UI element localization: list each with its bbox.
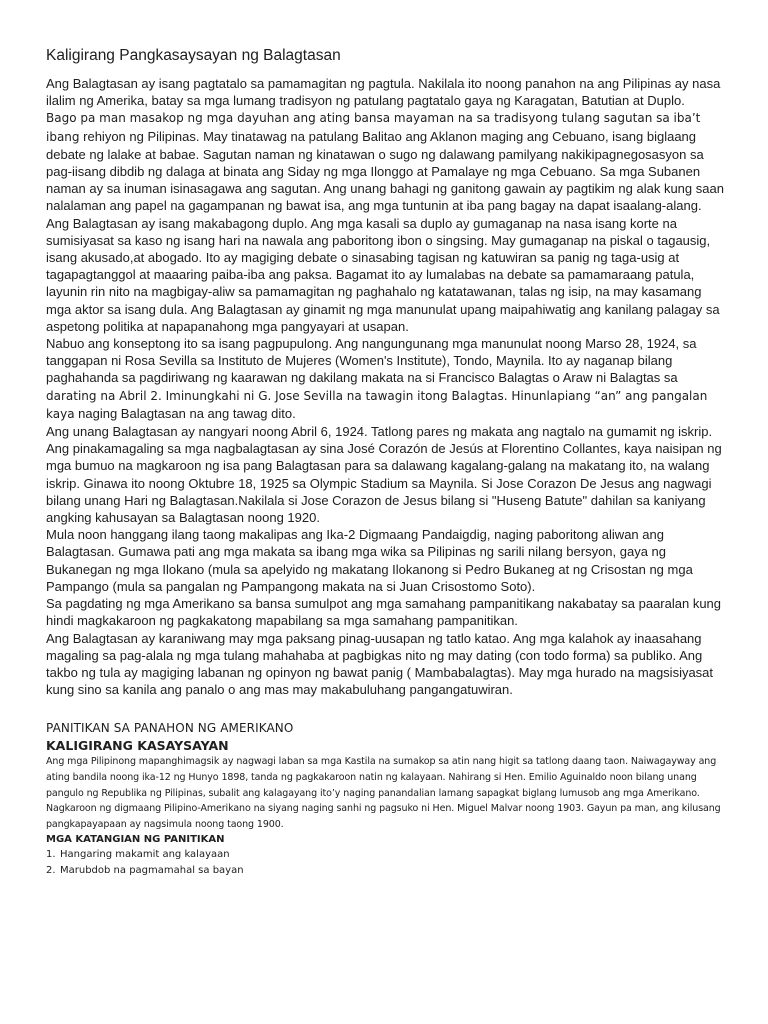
paragraph-2-text: rehiyon ng Pilipinas. May tinatawag na patulang Balitao ang Aklanon maging ang Cebuano, isang biglaang debate ng lalake at babae. Sagutan naman ng kinatawan o sugo ng dalawang pamilyang nakikipagnegosasyon sa pag-iisang dibdib ng dalaga at binata ang Siday ng mga Ilonggo at Pamalaye ng mga Cebuano. Sa mga Subanen naman ay sa inuman isinasagawa ang sagutan. Ang unang bahagi ng ganitong gawain ay pagtikim ng alak kung saan nalalaman ang papel na gagampanan ng bawat isa, ang mga tuntunin at iba pang bagay na dapat isaalang-alang.: [46, 128, 724, 214]
paragraph-5: Ang unang Balagtasan ay nangyari noong Abril 6, 1924. Tatlong pares ng makata ang nagtalo na gumamit ng iskrip. Ang pinakamagaling sa mga nagbalagtasan ay sina José Corazón de Jesús at Florentino Collantes, kaya naisipan ng mga bumuo na magkaroon ng isa pang Balagtasan para sa dalawang kagalang-galang na makatang ito, na walang iskrip. Ginawa ito noong Oktubre 18, 1925 sa Olympic Stadium sa Maynila. Si Jose Corazon De Jesus ang nagwagi bilang unang Hari ng Balagtasan.Nakilala si Jose Corazon de Jesus bilang si "Huseng Batute" dahilan sa kaniyang angking kahusayan sa Balagtasan noong 1920.: [46, 424, 722, 526]
document-title: Kaligirang Pangkasaysayan ng Balagtasan: [46, 47, 341, 64]
paragraph-4: [46, 335, 726, 423]
list-item-text: Hangaring makamit ang kalayaan: [60, 849, 230, 861]
paragraph-4-text: Nabuo ang konseptong ito sa isang pagpupulong. Ang nangungunang mga manunulat noong Marso 28, 1924, sa tanggapan ni Rosa Sevilla sa Instituto de Mujeres (Women's Institute), Tondo, Maynila. Ito ay naganap bilang paghahanda sa pagdiriwang ng kaarawan ng dakilang makata na si Francisco Balagtas o Araw ni Balagtas sa: [46, 336, 697, 386]
paragraph-1: Ang Balagtasan ay isang pagtatalo sa pamamagitan ng pagtula. Nakilala ito noong panahon na ang Pilipinas ay nasa ilalim ng Amerika, batay sa mga lumang tradisyon ng patulang pagtatalo gaya ng Karagatan, Batutian at Duplo.: [46, 76, 721, 109]
paragraph-4-tail: naging Balagtasan na ang tawag dito.: [74, 405, 296, 421]
list-item-number: 1.: [46, 849, 56, 861]
paragraph-8: Ang Balagtasan ay karaniwang may mga paksang pinag-uusapan ng tatlo katao. Ang mga kalahok ay inaasahang magaling sa pag-alala ng mga tulang mahahaba at pagbigkas nito ng may dating (con todo forma) sa publiko. Ang takbo ng tula ay magiging labanan ng opinyon ng bawat panig ( Mambabalagtas). May mga hurado na magsisiyasat kung sino sa kanila ang panalo o ang mas may makabuluhang pangangatuwiran.: [46, 630, 714, 698]
section-subtitle: KALIGIRANG KASAYSAYAN: [46, 738, 229, 754]
paragraph-2-lead: Bago pa man masakop ng mga dayuhan ang ating bansa mayaman na sa tradisyong tulang sagutan sa iba’t ibang: [46, 111, 701, 144]
paragraph-3: Ang Balagtasan ay isang makabagong duplo. Ang mga kasali sa duplo ay gumaganap na nasa isang korte na sumisiyasat sa kaso ng isang hari na nawala ang paboritong ibon o singsing. May gumaganap na piskal o tagausig, isang akusado,at abogado. Ito ay magiging debate o sinasabing tagisan ng katuwiran sa panig ng taga-usig at tagapagtanggol at maaaring paiba-iba ang paksa. Bagamat ito ay lumalabas na debate sa pamamaraang patula, layunin rin nito na magbigay-aliw sa pamamagitan ng paghahalo ng katatawanan, talas ng isip, na may kasamang mga aktor sa isang dula. Ang Balagtasan ay ginamit ng mga manunulat upang maipahiwatig ang kanilang palagay sa aspetong politika at napapanahong mga pangyayari at usapan.: [46, 215, 720, 334]
document-page: [46, 46, 726, 878]
document-body: [46, 75, 726, 698]
list-item-number: 2.: [46, 864, 56, 876]
paragraph-4-alt: darating na Abril 2. Iminungkahi ni G. Jose Sevilla na tawagin itong Balagtas. Hinunlapiang “an” ang pangalan kaya: [46, 388, 708, 421]
list-item: [46, 847, 726, 863]
paragraph-7: Sa pagdating ng mga Amerikano sa bansa sumulpot ang mga samahang pampanitikang nakabatay sa paaralan kung hindi magkakaroon ng pagkakatong mapabilang sa mga samahang pampanitikan.: [46, 596, 722, 629]
section-heading: MGA KATANGIAN NG PANITIKAN: [46, 834, 225, 846]
list-item-text: Marubdob na pagmamahal sa bayan: [60, 864, 244, 876]
section-paragraph: Ang mga Pilipinong mapanghimagsik ay nagwagi laban sa mga Kastila na sumakop sa atin nang higit sa tatlong daang taon. Naiwagayway ang ating bandila noong ika-12 ng Hunyo 1898, tanda ng pagkakaroon natin ng kalayaan. Nahirang si Hen. Emilio Aguinaldo noon bilang unang pangulo ng Republika ng Pilipinas, subalit ang kalagayang ito’y naging panandalian lamang sapagkat biglang lumusob ang mga Amerikano. Nagkaroon ng digmaang Pilipino-Amerikano na siyang naging sanhi ng pagsuko ni Hen. Miguel Malvar noong 1903. Gayun pa man, ang kilusang pangkapayapaan ay nagsimula noong taong 1900.: [46, 756, 721, 830]
paragraph-2: [46, 109, 726, 214]
list-item: [46, 863, 726, 879]
paragraph-6: Mula noon hanggang ilang taong makalipas ang Ika-2 Digmaang Pandaigdig, naging paboritong aliwan ang Balagtasan. Gumawa pati ang mga makata sa ibang mga wika sa Pilipinas ng sarili nilang bersyon, gaya ng Bukanegan ng mga Ilokano (mula sa apelyido ng makatang Ilokanong si Pedro Bukaneg at ng Crisostan ng mga Pampango (mula sa pangalan ng Pampangong makata na si Juan Crisostomo Soto).: [46, 527, 693, 594]
katangian-list: [46, 847, 726, 878]
section-panitikan-amerikano: [46, 720, 726, 878]
section-title: PANITIKAN SA PANAHON NG AMERIKANO: [46, 721, 294, 736]
